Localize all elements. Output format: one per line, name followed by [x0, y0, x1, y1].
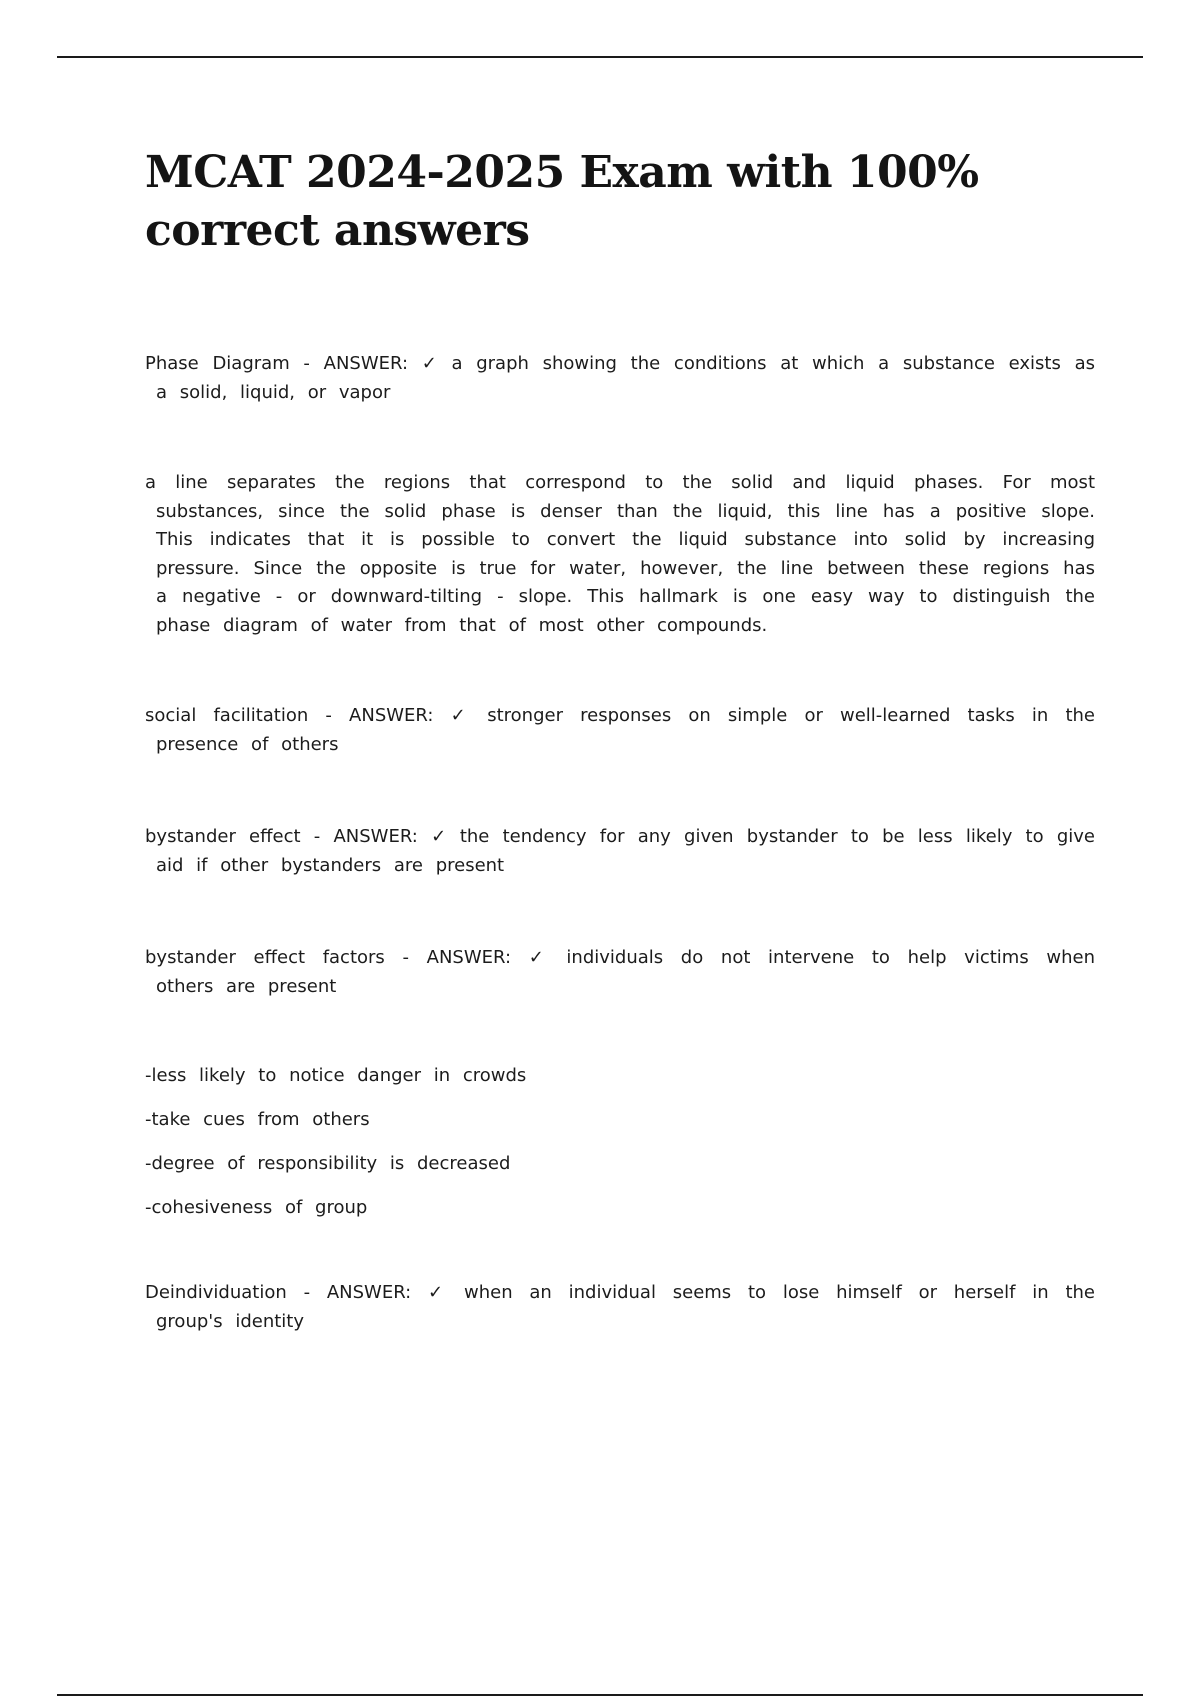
explanation-paragraph: a line separates the regions that correspond to the solid and liquid phases. For most substances, since the solid phase is denser than the liquid, this line has a positive slope. This indicates that it is possible to convert the liquid substance into solid by increasing pressure. Since the opposite is true for water, however, the line between these regions has a negative - or downward-tilting - slope. This hallmark is one easy way to distinguish the phase diagram of water from that of most other compounds.: [145, 472, 1095, 636]
check-icon: ✓: [528, 947, 549, 968]
factor-list: [145, 1063, 1095, 1221]
term: bystander effect factors: [145, 947, 385, 968]
list-item: -cohesiveness of group: [145, 1197, 368, 1218]
term: social facilitation: [145, 705, 309, 726]
qa-entry-social-facilitation: [145, 702, 1095, 759]
answer-separator: - ANSWER:: [289, 353, 422, 374]
qa-entry-deindividuation: [145, 1279, 1095, 1336]
list-item: -less likely to notice danger in crowds: [145, 1065, 527, 1086]
definition: a graph showing the conditions at which a substance exists as a solid, liquid, or vapor: [156, 353, 1095, 403]
qa-entry-phase-diagram: [145, 350, 1095, 407]
document-title: MCAT 2024-2025 Exam with 100% correct answers: [145, 147, 979, 256]
document-body: [145, 144, 1095, 1336]
qa-entries: [145, 350, 1095, 1336]
header-rule: [57, 56, 1143, 58]
check-icon: ✓: [450, 705, 471, 726]
list-item: -take cues from others: [145, 1109, 370, 1130]
check-icon: ✓: [428, 1282, 448, 1303]
qa-entry-bystander-effect-factors: [145, 944, 1095, 1001]
check-icon: ✓: [431, 826, 447, 847]
term: bystander effect: [145, 826, 301, 847]
definition: stronger responses on simple or well-learned tasks in the presence of others: [156, 705, 1096, 755]
definition: when an individual seems to lose himself or herself in the group's identity: [156, 1282, 1095, 1332]
definition: individuals do not intervene to help victims when others are present: [156, 947, 1095, 997]
answer-separator: - ANSWER:: [286, 1282, 429, 1303]
definition: the tendency for any given bystander to be less likely to give aid if other bystanders are present: [156, 826, 1095, 876]
qa-entry-bystander-effect: [145, 823, 1095, 880]
term: Phase Diagram: [145, 353, 290, 374]
term: Deindividuation: [145, 1282, 287, 1303]
answer-separator: - ANSWER:: [308, 705, 451, 726]
answer-separator: - ANSWER:: [300, 826, 432, 847]
list-item: -degree of responsibility is decreased: [145, 1153, 511, 1174]
check-icon: ✓: [421, 353, 438, 374]
footer-rule: [57, 1694, 1143, 1696]
answer-separator: - ANSWER:: [384, 947, 529, 968]
